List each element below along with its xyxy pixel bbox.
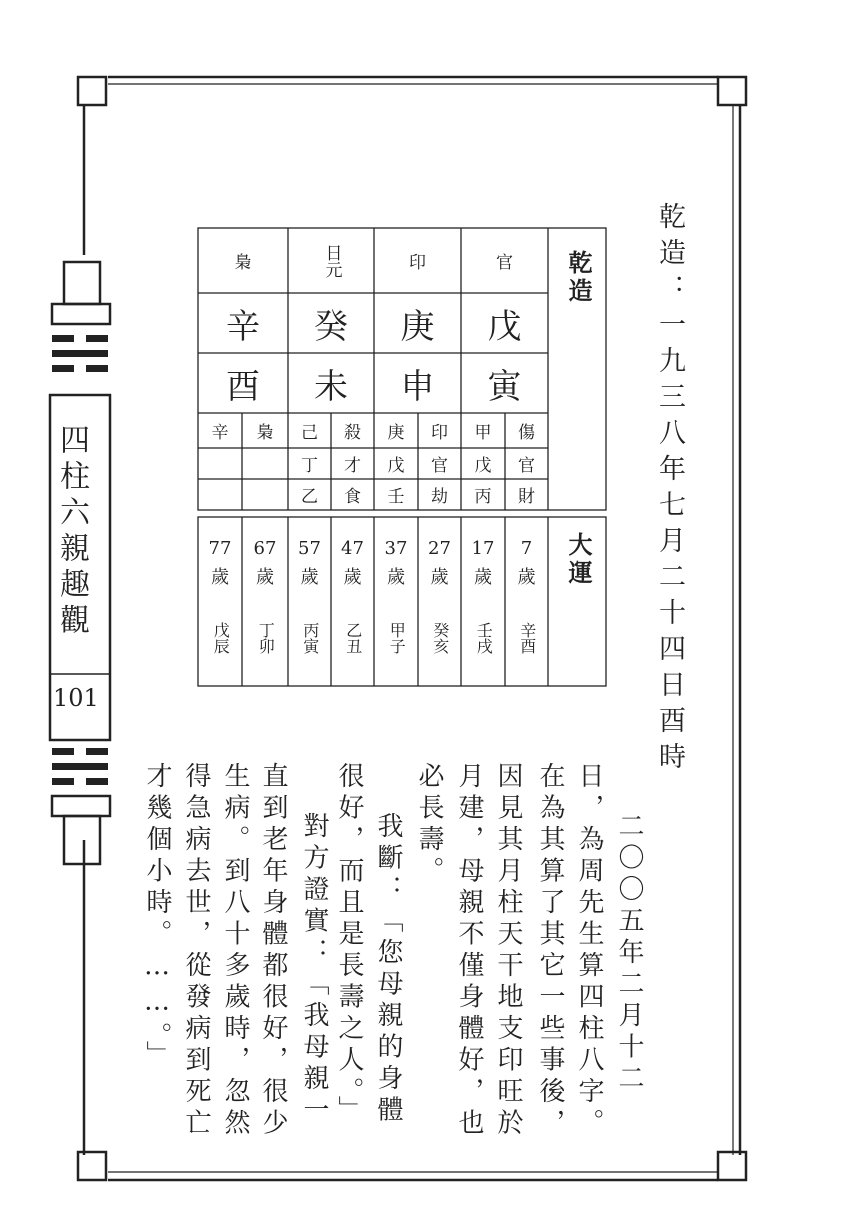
dayun-unit: 歲 (474, 567, 492, 588)
page-number: 101 (53, 684, 99, 712)
header-text: 日元 (321, 243, 342, 278)
dayun-unit: 歲 (211, 567, 229, 588)
dayun-ganzhi: 辛酉 (517, 622, 537, 654)
dayun-ganzhi: 甲子 (387, 622, 407, 654)
hidden-stem-cell: 乙 (301, 487, 318, 507)
hidden-stem-cell: 甲 (474, 423, 492, 443)
hidden-stem-cell: 殺 (344, 423, 361, 443)
dayun-ganzhi: 丙寅 (300, 622, 320, 654)
branch-cell: 酉 (226, 366, 260, 407)
hidden-stem-cell (242, 479, 288, 510)
text-column: 生病。到八十多歲時，忽然 (220, 762, 250, 1140)
dayun-unit: 歲 (343, 567, 362, 588)
dayun-age: 57 (298, 538, 321, 559)
header-cell (288, 228, 374, 293)
text-column: 月建，母親不僅身體好，也 (454, 762, 484, 1140)
text-column: 日，為周先生算四柱八字。 (574, 762, 604, 1140)
stem-cell: 庚 (400, 306, 435, 347)
hidden-stem-cell: 官 (431, 456, 448, 476)
text-column: 得急病去世，從發病到死亡 (181, 762, 211, 1140)
hidden-stem-cell: 戊 (387, 456, 405, 476)
header-cell: 梟 (234, 253, 252, 273)
text-column: 必長壽。 (414, 762, 444, 888)
dayun-ganzhi: 丁卯 (256, 622, 276, 654)
hidden-stem-cell (242, 448, 288, 479)
dayun-unit: 歲 (430, 567, 449, 588)
text-column: 直到老年身體都很好，很少 (258, 762, 288, 1140)
hidden-stem-cell: 財 (518, 487, 535, 507)
dayun-age: 37 (384, 538, 408, 559)
text-column: 對方證實：「我母親一 (299, 812, 329, 1127)
dayun-label: 大運 (564, 532, 593, 588)
dayun-age: 47 (341, 538, 364, 559)
dayun-age: 27 (428, 538, 451, 559)
text-column: 在為其算了其它一些事後， (535, 762, 565, 1140)
hidden-stem-cell: 庚 (387, 423, 405, 443)
hidden-stem-cell: 壬 (387, 487, 405, 507)
branch-cell: 未 (314, 366, 348, 407)
text-column: 二〇〇五年二月十二 (614, 812, 644, 1096)
text-column: 才幾個小時。……。」 (142, 762, 172, 1072)
hidden-stem-cell (198, 479, 242, 510)
chart-label: 乾造 (564, 250, 593, 306)
hidden-stem-cell: 才 (344, 456, 361, 476)
hidden-stem-cell: 戊 (474, 456, 492, 476)
hidden-stem-cell: 丙 (474, 487, 492, 507)
text-column: 因見其月柱天干地支印旺於 (493, 762, 523, 1140)
text-column: 很好，而且是長壽之人。」 (334, 762, 364, 1127)
hidden-stem-cell: 印 (431, 423, 448, 443)
hidden-stem-cell: 丁 (301, 456, 318, 476)
hidden-stem-cell: 食 (344, 487, 361, 507)
stem-cell: 辛 (226, 306, 260, 347)
dayun-ganzhi: 乙丑 (343, 622, 363, 654)
dayun-unit: 歲 (517, 567, 536, 588)
dayun-ganzhi: 壬戌 (474, 622, 494, 654)
header-cell: 印 (409, 253, 426, 273)
dayun-unit: 歲 (300, 567, 319, 588)
hidden-stem-cell: 己 (301, 423, 318, 443)
dayun-age: 77 (208, 538, 232, 559)
dayun-age: 7 (520, 538, 533, 559)
header-cell: 官 (496, 253, 513, 273)
hidden-stem-cell: 辛 (211, 423, 229, 443)
hidden-stem-cell: 官 (518, 456, 535, 476)
dayun-unit: 歲 (387, 567, 405, 588)
stem-cell: 癸 (314, 306, 348, 347)
dayun-age: 67 (253, 538, 277, 559)
stem-cell: 戊 (487, 306, 522, 347)
hidden-stem-cell (198, 448, 242, 479)
branch-cell: 寅 (487, 366, 522, 407)
hidden-stem-cell: 梟 (256, 423, 274, 443)
dayun-unit: 歲 (256, 567, 274, 588)
dayun-ganzhi: 戊辰 (211, 622, 231, 654)
hidden-stem-cell: 劫 (431, 487, 448, 507)
hidden-stem-cell: 傷 (518, 423, 535, 443)
branch-cell: 申 (400, 366, 435, 407)
book-title: 四柱六親趣觀 (54, 424, 89, 640)
dayun-age: 17 (471, 538, 495, 559)
dayun-ganzhi: 癸亥 (430, 622, 450, 654)
birth-date-line: 乾造：一九三八年七月二十四日酉時 (654, 202, 685, 778)
text-column: 我斷：「您母親的身體 (373, 812, 403, 1127)
